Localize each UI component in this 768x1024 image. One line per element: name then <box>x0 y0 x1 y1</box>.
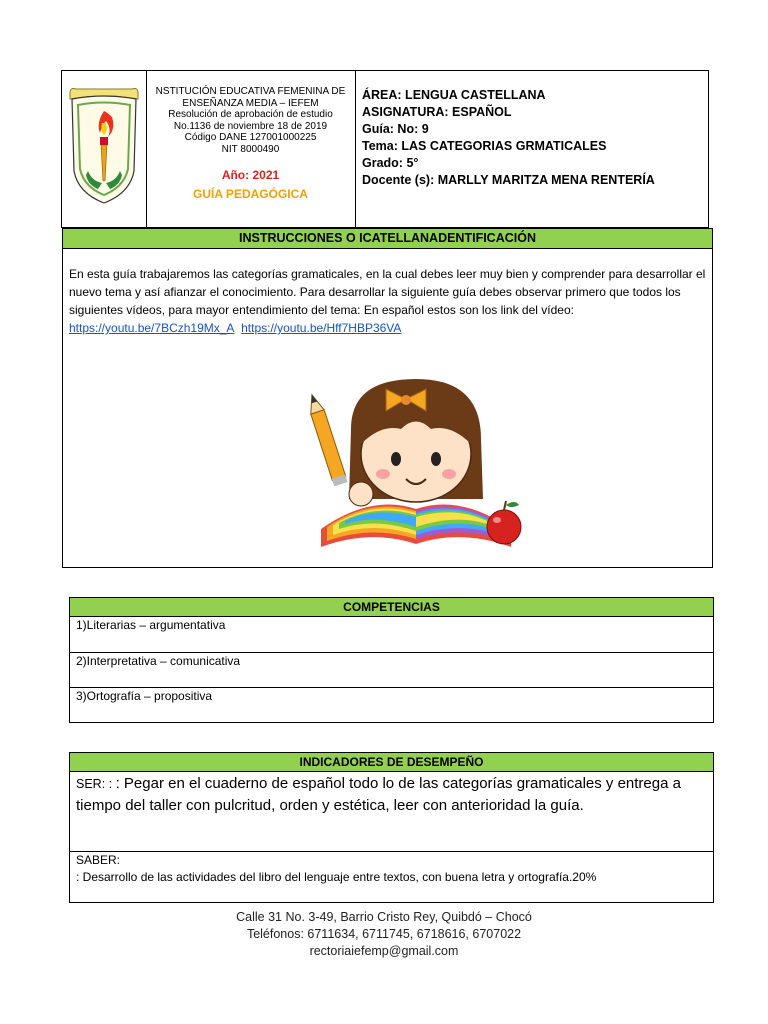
competencia-item: 1)Literarias – argumentativa <box>76 618 226 632</box>
competencia-item: 2)Interpretativa – comunicativa <box>70 652 713 687</box>
footer-phones: Teléfonos: 6711634, 6711745, 6718616, 6707022 <box>246 927 522 941</box>
year-label: Año: 2021 <box>221 168 280 182</box>
instructions-body: En esta guía trabajaremos las categorías gramaticales, en la cual debes leer muy bien y comprender para desarrollar el nuevo tema y así afianzar el conocimiento. Para desarrollar la siguiente guía debes observar primero que todos los siguientes vídeos, para mayor entendimiento del tema: En español estos son los link del vídeo: <box>69 267 706 317</box>
indicadores-section <box>69 752 714 903</box>
school-crest-logo <box>62 71 146 227</box>
institution-line: NSTITUCIÓN EDUCATIVA FEMENINA DE <box>155 86 346 97</box>
teacher-line: Docente (s): MARLLY MARITZA MENA RENTERÍA <box>362 173 655 187</box>
video-link-1[interactable]: https://youtu.be/7BCzh19Mx_A <box>69 321 235 335</box>
institution-line: Resolución de aprobación de estudio <box>168 109 333 120</box>
footer-address: Calle 31 No. 3-49, Barrio Cristo Rey, Quibdó – Chocó <box>236 910 532 924</box>
subject-info-cell <box>356 71 708 227</box>
reading-girl-illustration <box>291 369 541 554</box>
institution-line: ENSEÑANZA MEDIA – IEFEM <box>182 97 319 109</box>
competencias-section <box>69 597 714 723</box>
institution-info <box>146 86 355 155</box>
subject-line: ASIGNATURA: ESPAÑOL <box>362 105 512 119</box>
saber-indicator <box>70 852 713 902</box>
video-link-2[interactable]: https://youtu.be/Hff7HBP36VA <box>241 321 402 335</box>
institution-line: NIT 8000490 <box>221 143 280 155</box>
guide-number-line: Guía: No: 9 <box>362 122 429 136</box>
ser-text: : Pegar en el cuaderno de español todo lo de las categorías gramaticales y entrega a tiempo del taller con pulcritud, orden y estética, leer con anterioridad la guía. <box>76 775 681 814</box>
instructions-section <box>62 228 713 568</box>
instructions-title: INSTRUCCIONES O ICATELLANADENTIFICACIÓN <box>63 229 712 249</box>
instructions-text <box>63 249 712 337</box>
indicadores-title: INDICADORES DE DESEMPEÑO <box>70 753 713 772</box>
page-footer <box>0 909 768 960</box>
document-header <box>61 70 709 228</box>
saber-text: : Desarrollo de las actividades del libro del lenguaje entre textos, con buena letra y ortografía.20% <box>76 870 597 884</box>
area-line: ÁREA: LENGUA CASTELLANA <box>362 88 546 102</box>
institution-cell <box>146 71 356 227</box>
topic-line: Tema: LAS CATEGORIAS GRMATICALES <box>362 139 607 153</box>
guide-label: GUÍA PEDAGÓGICA <box>193 187 308 201</box>
competencias-title: COMPETENCIAS <box>70 598 713 617</box>
ser-label: SER: : <box>76 777 116 791</box>
ser-indicator <box>70 772 713 852</box>
logo-cell <box>62 71 147 227</box>
institution-line: No.1136 de noviembre 18 de 2019 <box>173 120 328 132</box>
institution-line: Código DANE 127001000225 <box>184 132 317 143</box>
footer-email: rectoriaiefemp@gmail.com <box>309 944 459 958</box>
grade-line: Grado: 5° <box>362 156 419 170</box>
competencia-item: 3)Ortografía – propositiva <box>70 687 713 722</box>
saber-label: SABER: <box>76 853 121 867</box>
